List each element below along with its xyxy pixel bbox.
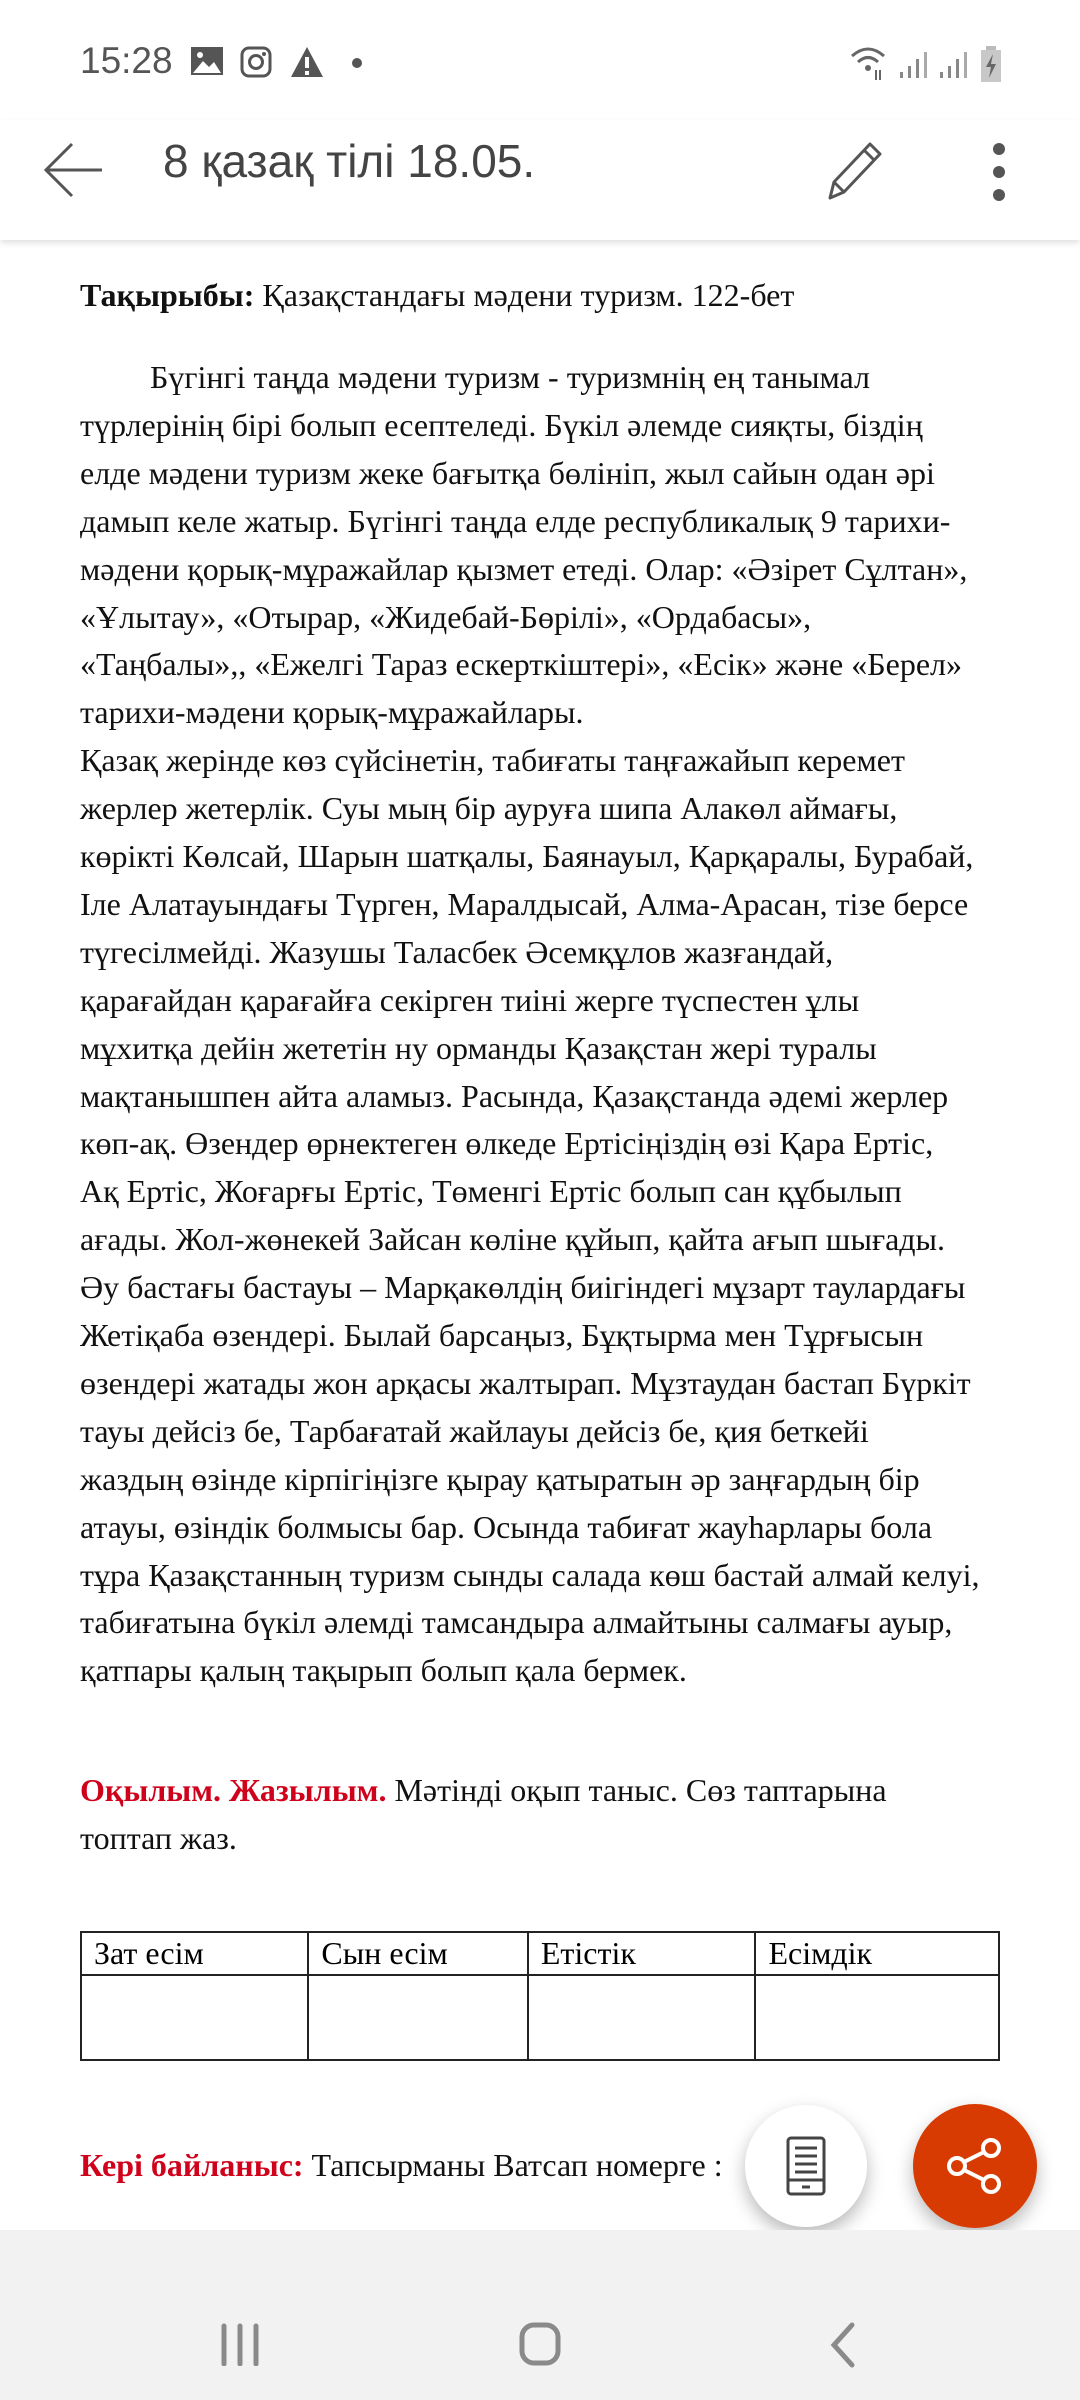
table-cell bbox=[755, 1975, 999, 2060]
app-bar bbox=[0, 120, 1080, 240]
warning-icon bbox=[290, 46, 324, 78]
table-cell bbox=[81, 1975, 308, 2060]
topic-text: Қазақстандағы мәдени туризм. 122-бет bbox=[254, 277, 795, 313]
status-time: 15:28 bbox=[80, 40, 173, 81]
paragraph-line: Қазақ жерінде көз сүйсінетін, табиғаты таңғажайып керемет bbox=[80, 742, 905, 779]
more-vert-icon[interactable] bbox=[988, 140, 1010, 204]
topic-line bbox=[80, 275, 794, 315]
task-label: Оқылым. Жазылым. bbox=[80, 1772, 387, 1808]
table-header: Есімдік bbox=[755, 1932, 999, 1975]
reading-mode-icon bbox=[786, 2136, 826, 2196]
paragraph-line: табиғатына бүкіл әлемді тамсандыра алмайтыны салмағы ауыр, bbox=[80, 1604, 953, 1641]
paragraph-line: Жетіқаба өзендері. Былай барсаңыз, Бұқтырма мен Тұрғысын bbox=[80, 1317, 924, 1353]
paragraph-line: жерлер жетерлік. Суы мың бір ауруға шипа Алакөл аймағы, bbox=[80, 790, 898, 827]
signal-icon bbox=[938, 50, 968, 80]
pencil-icon[interactable] bbox=[820, 138, 884, 204]
feedback-label: Кері байланыс: bbox=[80, 2147, 304, 2183]
paragraph-line: елде мәдени туризм жеке бағытқа бөлініп, жыл сайын одан әрі bbox=[80, 454, 935, 491]
paragraph-line: мәдени қорық-мұражайлар қызмет етеді. Олар: «Әзірет Сұлтан», bbox=[80, 550, 968, 587]
reading-mode-button[interactable] bbox=[745, 2105, 867, 2227]
paragraph-line: көрікті Көлсай, Шарын шатқалы, Баянауыл, Қарқаралы, Бурабай, bbox=[80, 838, 974, 874]
paragraph-line: тауы дейсіз бе, Тарбағатай жайлауы дейсіз бе, қия беткейі bbox=[80, 1412, 869, 1449]
table-header: Сын есім bbox=[308, 1932, 527, 1975]
paragraph-line: «Ұлытау», «Отырар, «Жидебай-Бөрілі», «Ордабасы», bbox=[80, 598, 812, 635]
dot-icon bbox=[352, 58, 362, 68]
task-line-2: топтап жаз. bbox=[80, 1820, 237, 1856]
topic-label: Тақырыбы: bbox=[80, 277, 255, 313]
feedback-line bbox=[80, 2145, 723, 2185]
back-arrow-icon[interactable] bbox=[42, 142, 104, 198]
paragraph-line: қарағайдан қарағайға секірген тиіні жерге түспестен ұлы bbox=[80, 981, 860, 1018]
paragraph-line: мұхитқа дейін жететін ну орманды Қазақстан жері туралы bbox=[80, 1029, 877, 1066]
paragraph-line: қатпары қалың тақырып болып қала бермек. bbox=[80, 1652, 687, 1689]
navigation-bar bbox=[0, 2230, 1080, 2400]
paragraph-line: тарихи-мәдени қорық-мұражайлары. bbox=[80, 694, 584, 731]
paragraph-line: Әу бастағы бастауы – Марқакөлдің биігіндегі мұзарт таулардағы bbox=[80, 1269, 966, 1306]
table-row bbox=[81, 1975, 999, 2060]
wifi-icon bbox=[850, 44, 890, 82]
paragraph-line: дамып келе жатыр. Бүгінгі таңда елде республикалық 9 тарихи- bbox=[80, 502, 951, 539]
back-chevron-icon[interactable] bbox=[828, 2322, 858, 2368]
paragraph-line: өзендері жатады жон арқасы жалтырап. Мұзтаудан бастап Бүркіт bbox=[80, 1364, 971, 1401]
paragraph-line: тұра Қазақстанның туризм сынды салада көш бастай алмай келуі, bbox=[80, 1556, 980, 1593]
signal-icon bbox=[898, 50, 928, 80]
instagram-icon bbox=[240, 46, 272, 78]
paragraph-line: Бүгінгі таңда мәдени туризм - туризмнің ең танымал bbox=[150, 359, 870, 395]
paragraph-line: көп-ақ. Өзендер өрнектеген өлкеде Ертісіңіздің өзі Қара Ертіс, bbox=[80, 1125, 934, 1162]
status-bar bbox=[0, 0, 1080, 120]
paragraph-line: мақтанышпен айта аламыз. Расында, Қазақстанда әдемі жерлер bbox=[80, 1077, 949, 1114]
table-cell bbox=[308, 1975, 527, 2060]
paragraph-line: «Таңбалы»,, «Ежелгі Тараз ескерткіштері», «Есік» және «Берел» bbox=[80, 646, 962, 683]
feedback-text: Тапсырманы Ватсап номерге : bbox=[303, 2147, 723, 2183]
paragraph-line: ағады. Жол-жөнекей Зайсан көліне құйып, қайта ағып шығады. bbox=[80, 1221, 946, 1258]
word-class-table bbox=[80, 1931, 1000, 2061]
table-cell bbox=[528, 1975, 756, 2060]
task-line bbox=[80, 1770, 887, 1810]
paragraph-line: жаздың өзінде кірпігіңізге қырау қатыратын әр заңғардың бір bbox=[80, 1460, 920, 1497]
table-header: Зат есім bbox=[81, 1932, 308, 1975]
table-header-row bbox=[81, 1932, 999, 1975]
document-title: 8 қазақ тілі 18.05. bbox=[163, 135, 536, 187]
paragraph-line: Іле Алатауындағы Түрген, Маралдысай, Алма-Арасан, тізе берсе bbox=[80, 885, 969, 922]
home-icon[interactable] bbox=[518, 2322, 564, 2368]
paragraph-line: атауы, өзіндік болмысы бар. Осында табиғат жауһарлары бола bbox=[80, 1508, 933, 1545]
share-icon bbox=[945, 2136, 1005, 2196]
share-button[interactable] bbox=[913, 2104, 1037, 2228]
paragraph-line: Ақ Ертіс, Жоғарғы Ертіс, Төменгі Ертіс болып сан құбылып bbox=[80, 1173, 902, 1210]
paragraph-line: түрлерінің бірі болып есептеледі. Бүкіл әлемде сияқты, біздің bbox=[80, 406, 923, 443]
task-text: Мәтінді оқып таныс. Сөз таптарына bbox=[386, 1772, 887, 1808]
paragraph-line: түгесілмейді. Жазушы Таласбек Әсемқұлов жазғандай, bbox=[80, 933, 834, 970]
recents-icon[interactable] bbox=[218, 2322, 262, 2366]
battery-charging-icon bbox=[980, 46, 1002, 82]
gallery-icon bbox=[190, 46, 224, 76]
table-header: Етістік bbox=[528, 1932, 756, 1975]
